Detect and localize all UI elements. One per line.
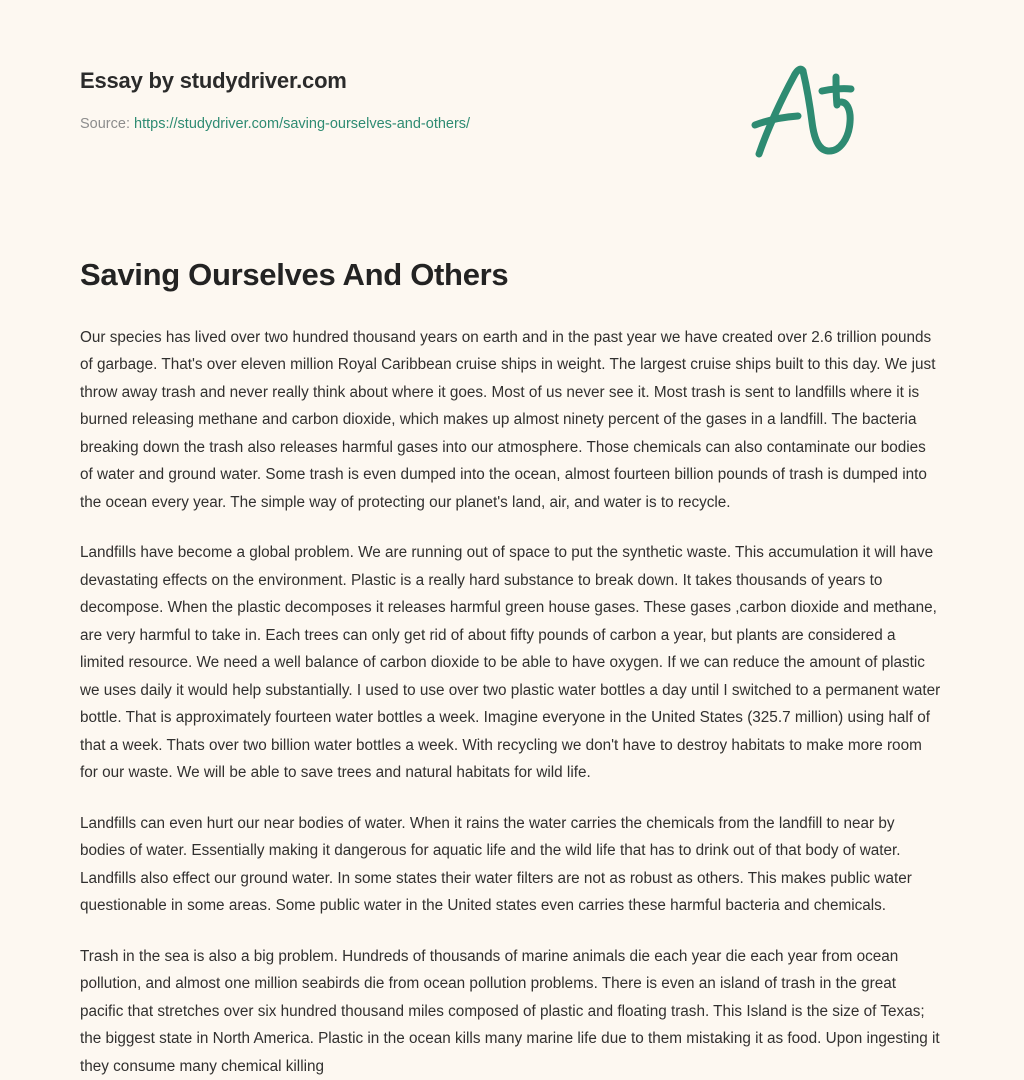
source-url-link[interactable]: https://studydriver.com/saving-ourselves-and-others/ xyxy=(134,116,471,133)
essay-body xyxy=(80,295,944,1080)
essay-paragraph: Trash in the sea is also a big problem. Hundreds of thousands of marine animals die each year die each year from ocean pollution, and almost one million seabirds die from ocean pollution problems. There is even an island of trash in the great pacific that stretches over six hundred thousand miles composed of plastic and floating trash. This Island is the size of Texas; the biggest state in North America. Plastic in the ocean kills many marine life due to them mistaking it as food. Upon ingesting it they consume many chemical killing xyxy=(80,947,940,1075)
essay-paragraph: Landfills have become a global problem. We are running out of space to put the synthetic waste. This accumulation it will have devastating effects on the environment. Plastic is a really hard substance to break down. It takes thousands of years to decompose. When the plastic decomposes it releases harmful green house gases. These gases ,carbon dioxide and methane, are very harmful to take in. Each trees can only get rid of about fifty pounds of carbon a year, but plants are considered a limited resource. We need a well balance of carbon dioxide to be able to have oxygen. If we can reduce the amount of plastic we uses daily it would help substantially. I used to use over two plastic water bottles a day until I switched to a permanent water bottle. That is approximately fourteen water bottles a week. Imagine everyone in the United States (325.7 million) using half of that a week. Thats over two billion water bottles a week. With recycling we don't have to destroy habitats to make more room for our waste. We will be able to save trees and natural habitats for wild life. xyxy=(80,544,941,782)
page-title: Saving Ourselves And Others xyxy=(80,257,509,292)
essay-byline: Essay by studydriver.com xyxy=(80,68,347,93)
a-plus-logo xyxy=(746,62,866,162)
essay-paragraph: Landfills can even hurt our near bodies of water. When it rains the water carries the chemicals from the landfill to near by bodies of water. Essentially making it dangerous for aquatic life and the wild life that has to drink out of that body of water. Landfills also effect our ground water. In some states their water filters are not as robust as others. This makes public water questionable in some areas. Some public water in the United states even carries these harmful bacteria and chemicals. xyxy=(80,814,912,915)
source-label: Source: xyxy=(80,116,130,133)
page-header xyxy=(80,0,944,180)
essay-paragraph: Our species has lived over two hundred thousand years on earth and in the past year we have created over 2.6 trillion pounds of garbage. That's over eleven million Royal Caribbean cruise ships in weight. The largest cruise ships built to this day. We just throw away trash and never really think about where it goes. Most of us never see it. Most trash is sent to landfills where it is burned releasing methane and carbon dioxide, which makes up almost ninety percent of the gases in a landfill. The bacteria breaking down the trash also releases harmful gases into our atmosphere. Those chemicals can also contaminate our bodies of water and ground water. Some trash is even dumped into the ocean, almost fourteen billion pounds of trash is dumped into the ocean every year. The simple way of protecting our planet's land, air, and water is to recycle. xyxy=(80,328,936,511)
